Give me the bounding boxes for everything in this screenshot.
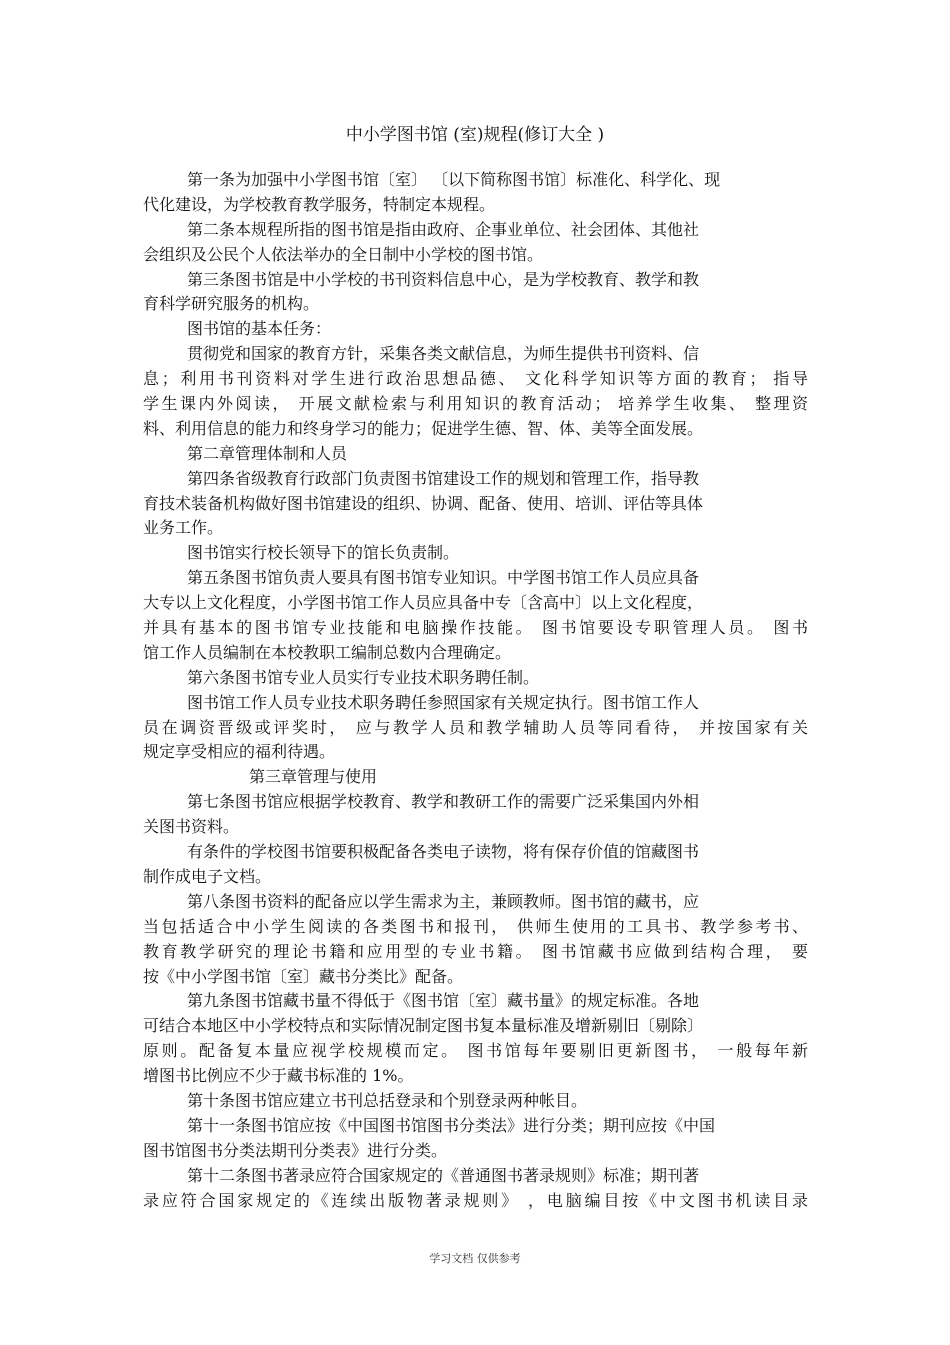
text-line: 员在调资晋级或评奖时， 应与教学人员和教学辅助人员等同看待， 并按国家有关 — [143, 717, 808, 737]
page-footer: 学习文档 仅供参考 — [429, 1252, 521, 1265]
text-line: 会组织及公民个人依法举办的全日制中小学校的图书馆。 — [143, 244, 544, 264]
text-line: 馆工作人员编制在本校教职工编制总数内合理确定。 — [143, 642, 512, 662]
text-line: 第十二条图书著录应符合国家规定的《普通图书著录规则》标准；期刊著 — [187, 1165, 700, 1185]
text-line: 学生课内外阅读， 开展文献检索与利用知识的教育活动； 培养学生收集、 整理资 — [143, 394, 808, 414]
text-line: 规定享受相应的福利待遇。 — [143, 742, 336, 762]
text-line: 原则。配备复本量应视学校规模而定。 图书馆每年要剔旧更新图书， 一般每年新 — [143, 1041, 808, 1061]
text-line: 第三条图书馆是中小学校的书刊资料信息中心，是为学校教育、教学和教 — [187, 269, 700, 289]
text-line: 有条件的学校图书馆要积极配备各类电子读物，将有保存价值的馆藏图书 — [187, 842, 700, 862]
text-line: 第十一条图书馆应按《中国图书馆图书分类法》进行分类；期刊应按《中国 — [187, 1115, 716, 1135]
text-line: 图书馆工作人员专业技术职务聘任参照国家有关规定执行。图书馆工作人 — [187, 692, 700, 712]
text-line: 增图书比例应不少于藏书标准的 1%。 — [143, 1066, 414, 1086]
text-line: 当包括适合中小学生阅读的各类图书和报刊， 供师生使用的工具书、教学参考书、 — [143, 916, 808, 936]
text-line: 业务工作。 — [143, 518, 224, 538]
text-line: 第五条图书馆负责人要具有图书馆专业知识。中学图书馆工作人员应具备 — [187, 568, 700, 588]
text-line: 第八条图书资料的配备应以学生需求为主，兼顾教师。图书馆的藏书，应 — [187, 891, 700, 911]
chapter-heading: 第三章管理与使用 — [249, 767, 378, 787]
text-line: 育科学研究服务的机构。 — [143, 294, 320, 314]
text-line: 并具有基本的图书馆专业技能和电脑操作技能。 图书馆要设专职管理人员。 图书 — [143, 618, 808, 638]
text-line: 第二条本规程所指的图书馆是指由政府、企事业单位、社会团体、其他社 — [187, 219, 700, 239]
chapter-heading: 第二章管理体制和人员 — [187, 443, 348, 463]
text-line: 贯彻党和国家的教育方针，采集各类文献信息，为师生提供书刊资料、信 — [187, 344, 700, 364]
text-line: 第四条省级教育行政部门负责图书馆建设工作的规划和管理工作，指导教 — [187, 468, 700, 488]
document-title: 中小学图书馆 (室)规程(修订大全 ) — [345, 125, 605, 145]
text-line: 第七条图书馆应根据学校教育、教学和教研工作的需要广泛采集国内外相 — [187, 792, 700, 812]
text-line: 图书馆图书分类法期刊分类表》进行分类。 — [143, 1140, 448, 1160]
text-line: 第十条图书馆应建立书刊总括登录和个别登录两种帐目。 — [187, 1090, 588, 1110]
text-line: 料、利用信息的能力和终身学习的能力；促进学生德、智、体、美等全面发展。 — [143, 418, 704, 438]
text-line: 第九条图书馆藏书量不得低于《图书馆〔室〕藏书量》的规定标准。各地 — [187, 991, 700, 1011]
text-line: 图书馆实行校长领导下的馆长负责制。 — [187, 543, 460, 563]
text-line: 教育教学研究的理论书籍和应用型的专业书籍。 图书馆藏书应做到结构合理， 要 — [143, 941, 808, 961]
text-line: 第一条为加强中小学图书馆〔室〕 〔以下简称图书馆〕标准化、科学化、现 — [187, 170, 721, 189]
text-line: 息；利用书刊资料对学生进行政治思想品德、 文化科学知识等方面的教育； 指导 — [143, 369, 808, 389]
text-line: 大专以上文化程度，小学图书馆工作人员应具备中专〔含高中〕以上文化程度， — [143, 593, 704, 613]
text-line: 关图书资料。 — [143, 817, 240, 837]
section-heading: 图书馆的基本任务： — [187, 319, 332, 339]
text-line: 录应符合国家规定的《连续出版物著录规则》 ，电脑编目按《中文图书机读目录 — [143, 1190, 808, 1210]
text-line: 第六条图书馆专业人员实行专业技术职务聘任制。 — [187, 667, 540, 687]
text-line: 可结合本地区中小学校特点和实际情况制定图书复本量标准及增新剔旧〔剔除〕 — [143, 1016, 704, 1036]
text-line: 制作成电子文档。 — [143, 866, 272, 886]
text-line: 代化建设，为学校教育教学服务，特制定本规程。 — [143, 194, 496, 214]
text-line: 按《中小学图书馆〔室〕藏书分类比》配备。 — [143, 966, 464, 986]
document-body — [143, 168, 808, 1213]
text-line: 育技术装备机构做好图书馆建设的组织、协调、配备、使用、培训、评估等具体 — [143, 493, 704, 513]
